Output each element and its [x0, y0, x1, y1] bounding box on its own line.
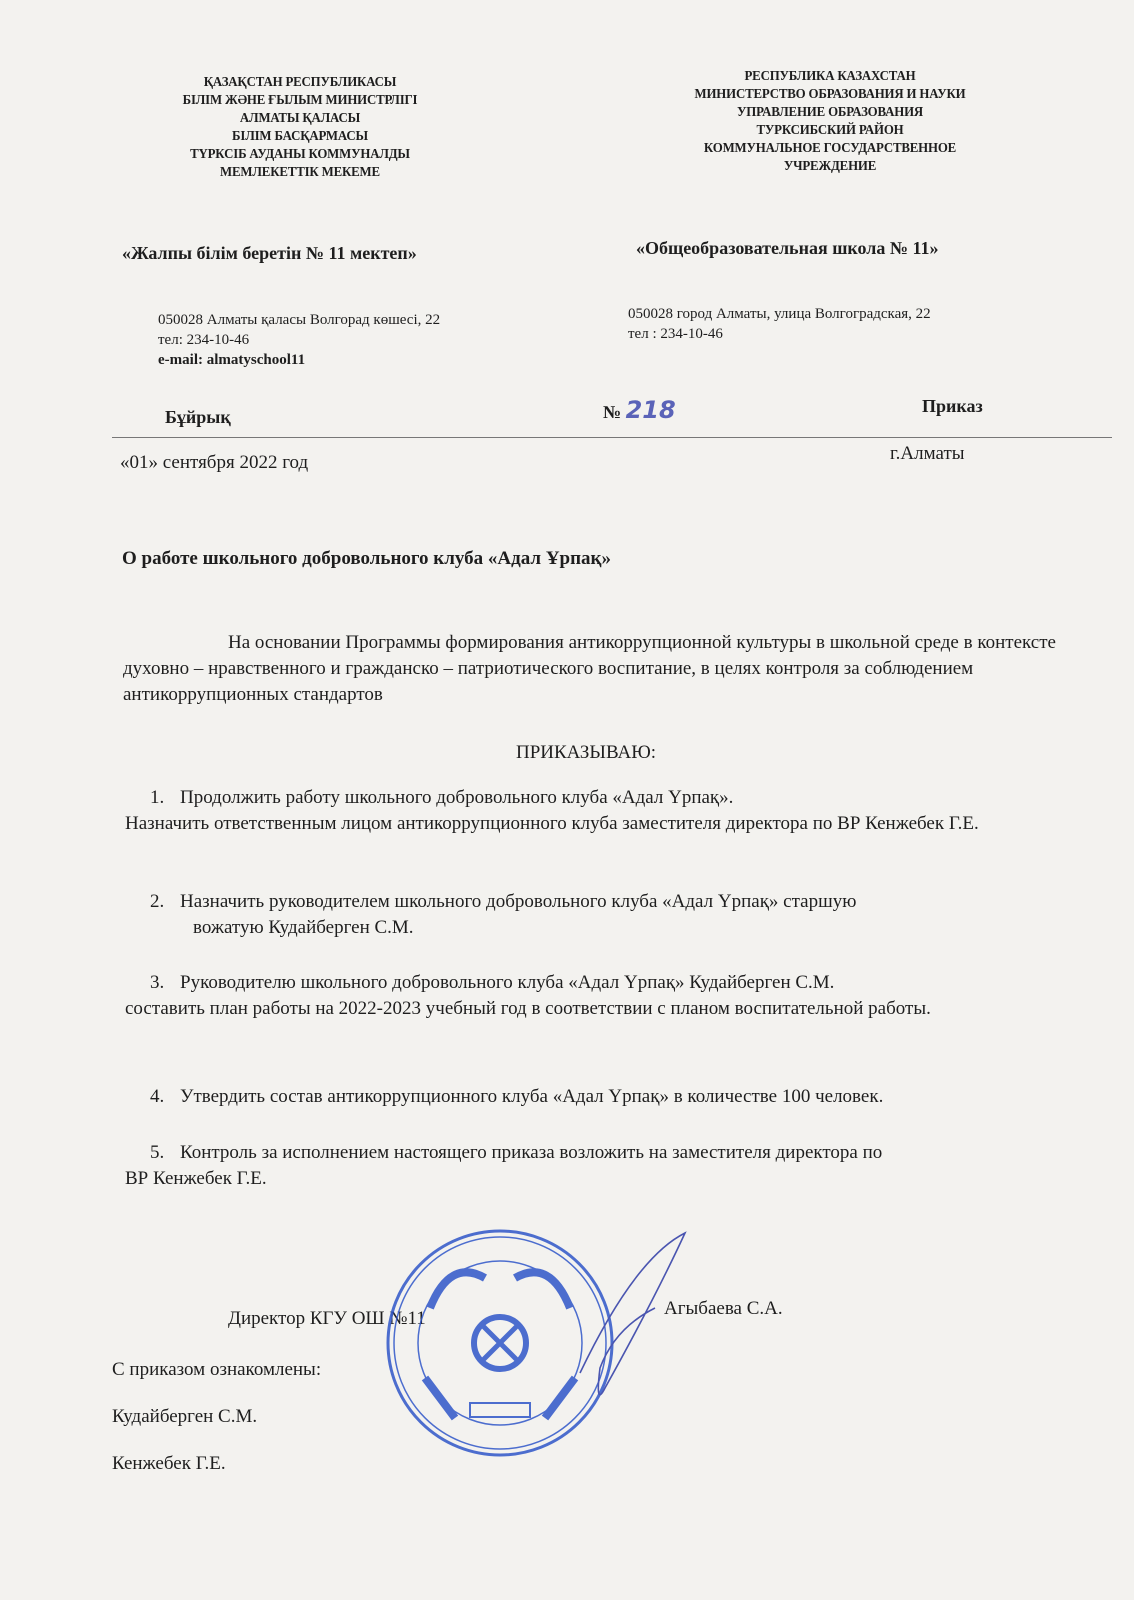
divider	[112, 437, 1112, 438]
phone-ru: тел : 234-10-46	[628, 326, 723, 342]
list-item	[125, 785, 1100, 837]
handwritten-number: 218	[625, 396, 676, 424]
item-text: ВР Кенжебек Г.Е.	[125, 1168, 267, 1189]
order-city: г.Алматы	[890, 443, 965, 464]
phone-kz: тел: 234-10-46	[158, 332, 250, 348]
header-line: ТҮРКСІБ АУДАНЫ КОММУНАЛДЫ	[190, 147, 410, 162]
item-text: Утвердить состав антикоррупционного клуба «Адал Үрпақ» в количестве 100 человек.	[180, 1086, 884, 1107]
header-line: МЕМЛЕКЕТТІК МЕКЕМЕ	[220, 165, 380, 180]
item-number: 3.	[150, 972, 165, 993]
list-item	[125, 970, 1100, 1022]
acknowledged-person: Кудайберген С.М.	[112, 1406, 258, 1427]
item-number: 5.	[150, 1142, 165, 1163]
order-date: «01» сентября 2022 год	[120, 452, 309, 473]
number-sign: №	[603, 402, 622, 422]
header-line: БІЛІМ БАСҚАРМАСЫ	[232, 129, 368, 144]
item-text: Руководителю школьного добровольного клуба «Адал Үрпақ» Кудайберген С.М.	[180, 972, 835, 993]
item-text: Назначить руководителем школьного добровольного клуба «Адал Үрпақ» старшую	[180, 891, 857, 912]
item-text: составить план работы на 2022-2023 учебный год в соответствии с планом воспитательной работы.	[125, 998, 931, 1019]
item-text: вожатую Кудайберген С.М.	[193, 917, 414, 938]
contacts-kz	[158, 310, 440, 370]
item-text: Продолжить работу школьного добровольного клуба «Адал Үрпақ».	[180, 787, 734, 808]
header-right	[646, 68, 1014, 176]
handwritten-signature	[580, 1233, 685, 1395]
header-line: РЕСПУБЛИКА КАЗАХСТАН	[744, 69, 916, 84]
list-item	[125, 889, 1100, 941]
header-line: ҚАЗАҚСТАН РЕСПУБЛИКАСЫ	[203, 75, 397, 90]
official-stamp	[355, 1218, 695, 1468]
signature-position: Директор КГУ ОШ №11	[228, 1308, 426, 1329]
address-kz: 050028 Алматы қаласы Волгорад көшесі, 22	[158, 312, 441, 328]
item-number: 1.	[150, 787, 165, 808]
document-title: О работе школьного добровольного клуба «Адал Ұрпақ»	[122, 548, 611, 569]
item-number: 4.	[150, 1086, 165, 1107]
contacts-ru	[628, 304, 931, 344]
header-line: БІЛІМ ЖӘНЕ ҒЫЛЫМ МИНИСТРЛІГІ	[182, 93, 418, 108]
order-number	[603, 396, 676, 424]
item-text: Контроль за исполнением настоящего приказа возложить на заместителя директора по	[180, 1142, 883, 1163]
item-number: 2.	[150, 891, 165, 912]
list-item	[125, 1140, 1100, 1192]
header-line: АЛМАТЫ ҚАЛАСЫ	[239, 111, 361, 126]
school-name-ru: «Общеобразовательная школа № 11»	[636, 238, 939, 258]
order-label-ru: Приказ	[922, 396, 983, 416]
header-line: ТУРКСИБСКИЙ РАЙОН	[756, 123, 904, 138]
email-kz: e-mail: almatyschool11	[158, 352, 306, 368]
acknowledged-person: Кенжебек Г.Е.	[112, 1453, 226, 1474]
header-line: УПРАВЛЕНИЕ ОБРАЗОВАНИЯ	[736, 105, 924, 120]
header-line: МИНИСТЕРСТВО ОБРАЗОВАНИЯ И НАУКИ	[694, 87, 966, 102]
decree: ПРИКАЗЫВАЮ:	[515, 742, 657, 763]
header-line: КОММУНАЛЬНОЕ ГОСУДАРСТВЕННОЕ	[703, 141, 957, 156]
acknowledged-label: С приказом ознакомлены:	[112, 1359, 322, 1380]
item-text: Назначить ответственным лицом антикоррупционного клуба заместителя директора по ВР Кенжебек Г.Е.	[125, 813, 979, 834]
order-label-kz: Бұйрық	[165, 407, 231, 427]
list-item	[125, 1084, 1100, 1110]
preamble: На основании Программы формирования антикоррупционной культуры в школьной среде в контексте духовно – нравственного и гражданско – патриотического воспитание, в целях контроля за соблюдением антикоррупционных стандартов	[123, 632, 1056, 705]
header-line: УЧРЕЖДЕНИЕ	[783, 159, 877, 174]
school-name-kz: «Жалпы білім беретін № 11 мектеп»	[122, 243, 417, 263]
address-ru: 050028 город Алматы, улица Волгоградская, 22	[628, 306, 931, 322]
signature-name: Агыбаева С.А.	[664, 1298, 783, 1319]
header-left	[144, 74, 457, 182]
